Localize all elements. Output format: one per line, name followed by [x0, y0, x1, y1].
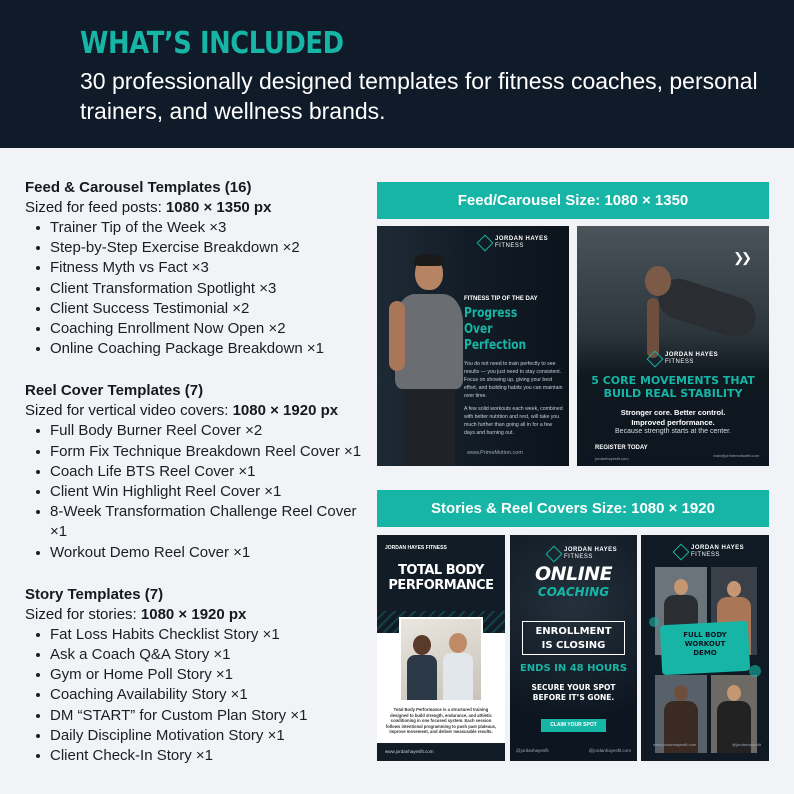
chevron-right-icon: ❯❯	[733, 250, 749, 265]
list-item: Coaching Enrollment Now Open ×2	[25, 319, 370, 339]
list-item: Client Win Highlight Reel Cover ×1	[25, 482, 370, 502]
coaching-headline: COACHING	[537, 585, 610, 599]
tip-text-block	[464, 296, 564, 437]
list-item: Workout Demo Reel Cover ×1	[25, 543, 370, 563]
item-list	[25, 421, 370, 562]
workout-demo-line-2: WORKOUT	[684, 640, 726, 648]
tip-url: www.PrimeMotion.com	[467, 450, 523, 456]
workout-demo-line-1: FULL BODY	[683, 631, 727, 639]
core-footer-left: jordanhayesfit.com	[595, 456, 629, 461]
tip-headline-1: Progress	[464, 306, 518, 321]
brand-sub: FITNESS	[665, 359, 694, 365]
core-title	[577, 374, 769, 400]
brand-sub: FITNESS	[564, 554, 593, 560]
total-body-description: Total Body Performance is a structured training designed to build strength, endurance, and athletic conditioning in one focused system. Each session follows intentional programming to push past plateaus, improve movement, and deliver measurable results.	[385, 707, 497, 735]
section-size	[25, 198, 370, 218]
diamond-logo-icon	[673, 544, 690, 561]
list-item: Full Body Burner Reel Cover ×2	[25, 421, 370, 441]
brand-name: JORDAN HAYES	[564, 547, 618, 553]
total-body-headline-2: PERFORMANCE	[388, 578, 494, 593]
template-list	[25, 178, 370, 788]
handle-left: @jordanhayesfit	[516, 748, 549, 753]
core-subtitle-line-1: Stronger core. Better control.	[620, 408, 726, 417]
hero-header	[0, 0, 794, 148]
brand-logo	[649, 352, 718, 366]
secure-line-2: BEFORE IT’S GONE.	[532, 693, 615, 702]
brand-name: JORDAN HAYES	[495, 236, 549, 242]
list-item: Fat Loss Habits Checklist Story ×1	[25, 625, 370, 645]
size-value: 1080 × 1920 px	[232, 402, 339, 420]
tip-body-2: A few solid workouts each week, combined with better nutrition and rest, will take you much further than going all in for a few days and burning out.	[464, 406, 563, 436]
brand-name: JORDAN HAYES	[665, 352, 719, 358]
list-item: Gym or Home Poll Story ×1	[25, 665, 370, 685]
paint-splash	[749, 665, 761, 677]
enrollment-box	[522, 621, 625, 655]
paint-splash	[649, 617, 659, 627]
brand-label: JORDAN HAYES FITNESS	[385, 545, 447, 551]
size-prefix: Sized for vertical video covers:	[25, 402, 233, 420]
brand-sub: FITNESS	[691, 552, 720, 558]
register-label: REGISTER TODAY	[595, 445, 648, 451]
total-body-headline-1: TOTAL BODY	[398, 563, 484, 578]
online-headline: ONLINE	[534, 563, 613, 585]
reel-section	[25, 381, 370, 562]
list-item: Daily Discipline Motivation Story ×1	[25, 726, 370, 746]
list-item: Client Success Testimonial ×2	[25, 299, 370, 319]
secure-line-1: SECURE YOUR SPOT	[531, 683, 616, 692]
size-prefix: Sized for feed posts:	[25, 199, 166, 216]
item-list	[25, 218, 370, 359]
feed-template-preview-core	[577, 226, 769, 466]
section-size	[25, 605, 370, 625]
enrollment-line-2: IS CLOSING	[541, 640, 606, 651]
page-subtitle: 30 professionally designed templates for fitness coaches, personal trainers, and wellness brands.	[80, 68, 758, 124]
brand-name: JORDAN HAYES	[691, 545, 745, 551]
diamond-logo-icon	[546, 546, 563, 563]
section-title: Feed & Carousel Templates (16)	[25, 179, 252, 196]
story-template-preview-online-coaching	[510, 535, 637, 761]
list-item: Online Coaching Package Breakdown ×1	[25, 339, 370, 359]
athlete-image	[617, 266, 757, 356]
high-five-image	[399, 617, 483, 702]
size-value: 1080 × 1920 px	[140, 605, 247, 623]
story-section	[25, 585, 370, 766]
reel-template-preview-total-body	[377, 535, 505, 761]
total-body-headline	[377, 563, 505, 593]
secure-text	[510, 683, 637, 703]
core-subtitle-line-2: Improved performance.	[631, 417, 715, 427]
card-footer	[377, 743, 505, 761]
diamond-logo-icon	[477, 235, 494, 252]
list-item: Trainer Tip of the Week ×3	[25, 218, 370, 238]
feed-size-banner: Feed/Carousel Size: 1080 × 1350	[377, 182, 769, 219]
brand-logo	[548, 547, 617, 561]
stories-size-banner: Stories & Reel Covers Size: 1080 × 1920	[377, 490, 769, 527]
workout-demo-line-3: DEMO	[693, 649, 717, 657]
list-item: Coach Life BTS Reel Cover ×1	[25, 462, 370, 482]
workout-footer-right: @jordanhayesfit	[732, 742, 761, 747]
list-item: Fitness Myth vs Fact ×3	[25, 258, 370, 278]
total-body-url: www.jordanhayesfit.com	[385, 749, 434, 754]
section-title: Story Templates (7)	[25, 585, 164, 603]
tip-headline-2: Over	[464, 322, 493, 337]
brand-logo	[479, 236, 548, 250]
workout-footer-left: www.jordanhayesfit.com	[653, 742, 697, 747]
core-footer-right: train@primemotionfit.com	[713, 453, 759, 458]
workout-demo-headline	[661, 631, 749, 658]
list-item: Form Fix Technique Breakdown Reel Cover ×1	[25, 442, 370, 462]
list-item: Step-by-Step Exercise Breakdown ×2	[25, 238, 370, 258]
ends-countdown: ENDS IN 48 HOURS	[519, 663, 628, 674]
brand-sub: FITNESS	[495, 243, 524, 249]
list-item: Coaching Availability Story ×1	[25, 685, 370, 705]
item-list	[25, 625, 370, 766]
core-subtitle	[577, 408, 769, 427]
core-subtitle-line-3: Because strength starts at the center.	[615, 428, 731, 435]
trainer-image	[389, 256, 469, 466]
claim-spot-button: CLAIM YOUR SPOT	[541, 719, 606, 732]
size-value: 1080 × 1350 px	[165, 199, 272, 216]
list-item: DM “START” for Custom Plan Story ×1	[25, 706, 370, 726]
core-title-line-2: BUILD REAL STABILITY	[603, 387, 743, 400]
reel-template-preview-workout-demo	[641, 535, 769, 761]
diamond-logo-icon	[647, 351, 664, 368]
section-size	[25, 401, 370, 421]
list-item: Ask a Coach Q&A Story ×1	[25, 645, 370, 665]
tip-label: FITNESS TIP OF THE DAY	[464, 296, 538, 302]
feed-section	[25, 178, 370, 359]
brand-logo	[675, 545, 744, 559]
list-item: 8-Week Transformation Challenge Reel Cover ×1	[25, 502, 370, 542]
handle-right: @jordanhayesfit.com	[588, 748, 631, 753]
section-title: Reel Cover Templates (7)	[25, 382, 204, 400]
tip-headline-3: Perfection	[464, 338, 527, 353]
list-item: Client Check-In Story ×1	[25, 746, 370, 766]
size-prefix: Sized for stories:	[25, 605, 141, 623]
enrollment-line-1: ENROLLMENT	[535, 626, 612, 637]
page-title: WHAT’S INCLUDED	[80, 26, 344, 61]
tip-body-1: You do not need to train perfectly to see results — you just need to stay consistent. Focus on showing up, giving your best effort, and building habits you can maintain over time.	[464, 361, 563, 399]
core-title-line-1: 5 CORE MOVEMENTS THAT	[591, 374, 755, 387]
feed-template-preview-tip	[377, 226, 569, 466]
list-item: Client Transformation Spotlight ×3	[25, 279, 370, 299]
